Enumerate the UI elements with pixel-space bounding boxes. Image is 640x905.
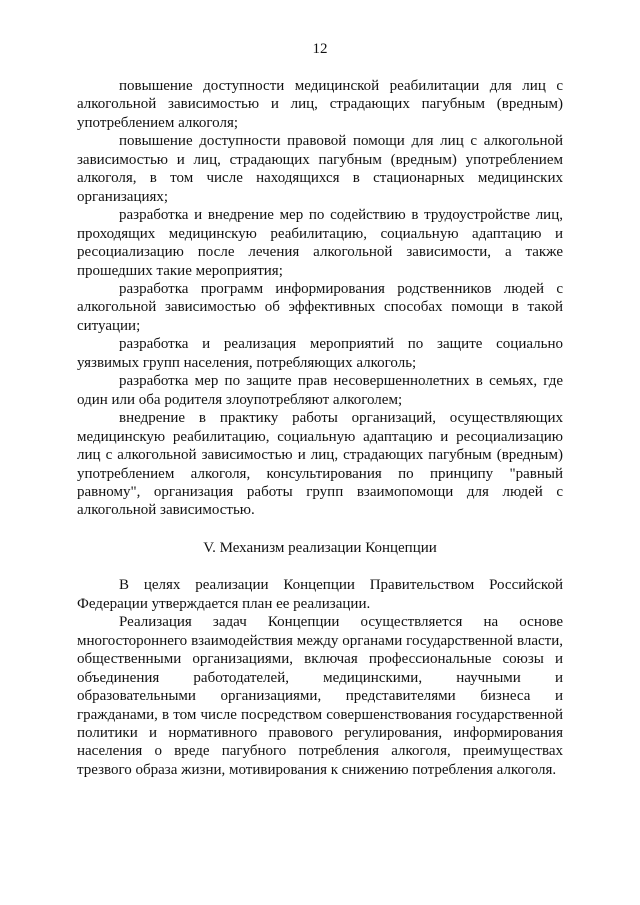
- paragraph: В целях реализации Концепции Правительством Российской Федерации утверждается план ее реализации.: [77, 577, 563, 612]
- section-body: [77, 576, 563, 779]
- list-item: разработка и реализация мероприятий по защите социально уязвимых групп населения, потребляющих алкоголь;: [77, 336, 563, 371]
- list-item: повышение доступности правовой помощи для лиц с алкогольной зависимостью и лиц, страдающих пагубным (вредным) употреблением алкоголя, в том числе находящихся в стационарных медицинских организациях;: [77, 133, 563, 205]
- list-item: повышение доступности медицинской реабилитации для лиц с алкогольной зависимостью и лиц, страдающих пагубным (вредным) употреблением алкоголя;: [77, 78, 563, 131]
- document-body: [77, 77, 563, 779]
- list-item: разработка мер по защите прав несовершеннолетних в семьях, где один или оба родителя злоупотребляют алкоголем;: [77, 373, 563, 408]
- page-number: 12: [312, 41, 328, 57]
- list-item: внедрение в практику работы организаций, осуществляющих медицинскую реабилитацию, социальную адаптацию и ресоциализацию лиц с алкогольной зависимостью и лиц, страдающих пагубным (вредным) употреблением алкоголя, консультирования по принципу "равный равному", организация работы групп взаимопомощи для людей с алкогольной зависимостью.: [77, 410, 563, 519]
- paragraph: Реализация задач Концепции осуществляется на основе многостороннего взаимодействия между органами государственной власти, общественными организациями, включая профессиональные союзы и объединения работодателей, медицинскими, научными и образовательными организациями, представителями бизнеса и гражданами, в том числе посредством совершенствования государственной политики и нормативного правового регулирования, информирования населения о вреде пагубного потребления алкоголя, преимуществах трезвого образа жизни, мотивирования к снижению потребления алкоголя.: [77, 614, 563, 778]
- section-heading: V. Механизм реализации Концепции: [203, 539, 437, 556]
- list-item: разработка и внедрение мер по содействию в трудоустройстве лиц, проходящих медицинскую реабилитацию, социальную адаптацию и ресоциализацию после лечения алкогольной зависимости, а также прошедших такие мероприятия;: [77, 207, 563, 279]
- measures-list: [77, 77, 563, 520]
- list-item: разработка программ информирования родственников людей с алкогольной зависимостью об эффективных способах помощи в такой ситуации;: [77, 280, 563, 334]
